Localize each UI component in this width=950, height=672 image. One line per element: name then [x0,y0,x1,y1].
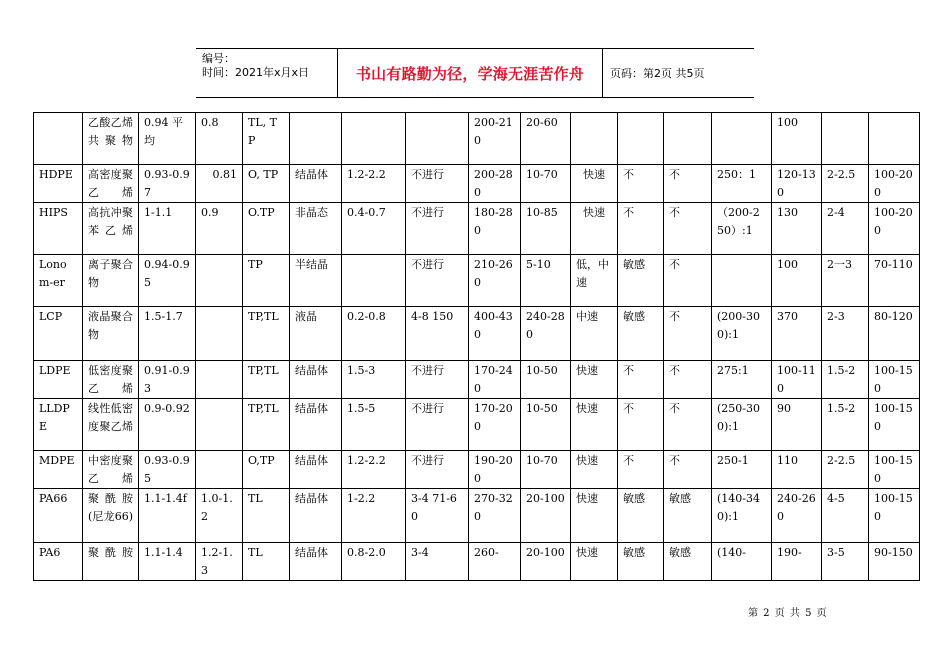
table-row [34,113,920,165]
header-page-code: 页码：第2页 共5页 [610,67,705,80]
table-cell: 0.93-0.97 [139,165,196,203]
table-cell [196,451,243,489]
table-cell: 低密度聚乙烯 [83,361,139,399]
table-cell: 1.5-2 [822,399,869,451]
table-cell: 敏感 [618,543,664,581]
table-cell: 270-320 [469,489,521,543]
table-cell: 100-110 [772,361,822,399]
table-cell: O,TP [243,451,290,489]
table-cell: 70-110 [869,255,920,307]
table-cell: Lonom-er [34,255,83,307]
table-cell: O.TP [243,203,290,255]
header-motto: 书山有路勤为径，学海无涯苦作舟 [355,64,584,83]
table-row [34,307,920,361]
table-cell [196,255,243,307]
table-cell: 不 [664,307,712,361]
table-cell: 0.94-0.95 [139,255,196,307]
table-cell: 250-1 [712,451,772,489]
table-cell: 聚酰胺(尼龙66) [83,489,139,543]
table-cell: 1.5-2 [822,361,869,399]
table-cell: 0.8-2.0 [342,543,406,581]
table-cell: 1.2-2.2 [342,451,406,489]
table-cell: 10-50 [521,361,571,399]
table-cell: 敏感 [618,255,664,307]
table-cell: HDPE [34,165,83,203]
table-cell: 快速 [571,489,618,543]
table-cell: 液晶 [290,307,342,361]
table-cell: 0.4-0.7 [342,203,406,255]
table-cell: 0.2-0.8 [342,307,406,361]
table-cell: 不 [664,451,712,489]
table-cell: 10-70 [521,451,571,489]
table-cell: 5-10 [521,255,571,307]
table-cell: 敏感 [618,307,664,361]
table-cell: LDPE [34,361,83,399]
table-cell: PA6 [34,543,83,581]
table-cell: 260- [469,543,521,581]
table-cell: PA66 [34,489,83,543]
table-cell: 快速 [571,451,618,489]
table-cell: TL [243,489,290,543]
table-cell: 100 [772,255,822,307]
table-cell: 结晶体 [290,543,342,581]
table-cell: 不进行 [406,203,469,255]
table-cell: 不进行 [406,255,469,307]
table-cell: 结晶体 [290,165,342,203]
table-cell: 170-200 [469,399,521,451]
table-cell: 低，中速 [571,255,618,307]
table-cell: TP,TL [243,399,290,451]
table-cell: 20-60 [521,113,571,165]
table-cell: 2-2.5 [822,451,869,489]
table-cell: 90-150 [869,543,920,581]
table-cell: 敏感 [664,489,712,543]
table-cell: 不 [664,255,712,307]
table-cell [34,113,83,165]
table-cell: 结晶体 [290,361,342,399]
table-cell: 0.93-0.95 [139,451,196,489]
table-cell: 100-150 [869,489,920,543]
table-cell: 结晶体 [290,399,342,451]
table-cell: 190-200 [469,451,521,489]
table-cell: LLDPE [34,399,83,451]
table-cell [618,113,664,165]
table-cell [869,113,920,165]
table-cell: 10-70 [521,165,571,203]
table-cell: O, TP [243,165,290,203]
document-header [196,48,754,98]
table-cell: (140-340):1 [712,489,772,543]
table-row [34,543,920,581]
table-cell: 不 [618,451,664,489]
table-cell: (140- [712,543,772,581]
table-cell [342,255,406,307]
table-cell: TP [243,255,290,307]
table-cell [290,113,342,165]
table-cell: 240-260 [772,489,822,543]
table-cell: 线性低密度聚乙烯 [83,399,139,451]
table-cell: 370 [772,307,822,361]
table-cell: 275:1 [712,361,772,399]
table-cell: 1.1-1.4 [139,543,196,581]
table-cell: (200-300):1 [712,307,772,361]
table-cell: 不进行 [406,451,469,489]
table-cell: 非晶态 [290,203,342,255]
table-cell: 液晶聚合物 [83,307,139,361]
table-cell: 100-200 [869,165,920,203]
table-cell: HIPS [34,203,83,255]
table-cell: 180-280 [469,203,521,255]
table-cell: 80-120 [869,307,920,361]
table-cell: TL, TP [243,113,290,165]
table-cell: 20-100 [521,489,571,543]
table-cell: 100-200 [869,203,920,255]
table-cell: 240-280 [521,307,571,361]
table-cell: 4-8 150 [406,307,469,361]
table-cell [342,113,406,165]
table-row [34,361,920,399]
table-cell: 190- [772,543,822,581]
table-cell: 3-4 [406,543,469,581]
table-cell: 400-430 [469,307,521,361]
table-cell: 中速 [571,307,618,361]
table-cell: 90 [772,399,822,451]
table-cell: 1.2-2.2 [342,165,406,203]
table-cell: 快速 [571,543,618,581]
table-cell: MDPE [34,451,83,489]
table-cell: 130 [772,203,822,255]
table-cell: 不 [618,165,664,203]
table-cell: LCP [34,307,83,361]
table-cell: 结晶体 [290,451,342,489]
table-cell: 快速 [571,203,618,255]
table-cell: 不 [664,203,712,255]
table-cell: 1.2-1.3 [196,543,243,581]
header-info-cell [196,49,336,97]
table-cell: 1.5-1.7 [139,307,196,361]
table-cell: 不 [618,203,664,255]
table-row [34,255,920,307]
materials-table [33,112,920,581]
table-cell: 1.5-3 [342,361,406,399]
table-cell: TL [243,543,290,581]
table-cell: 20-100 [521,543,571,581]
table-cell: 聚酰胺 [83,543,139,581]
table-cell: TP,TL [243,307,290,361]
table-cell [406,113,469,165]
table-cell: 210-260 [469,255,521,307]
table-cell: （200-250）:1 [712,203,772,255]
table-cell: 快速 [571,399,618,451]
table-cell: 半结晶 [290,255,342,307]
table-cell: 2-2.5 [822,165,869,203]
table-cell: 1.5-5 [342,399,406,451]
table-cell: 10-50 [521,399,571,451]
table-cell: 200-280 [469,165,521,203]
table-cell: 不进行 [406,361,469,399]
date-label: 时间：2021年x月x日 [202,66,310,79]
table-cell: 离子聚合物 [83,255,139,307]
table-cell: 不 [618,361,664,399]
table-cell [822,113,869,165]
table-cell [712,113,772,165]
table-row [34,489,920,543]
table-cell [196,307,243,361]
table-cell: 不进行 [406,399,469,451]
table-cell: 100-150 [869,361,920,399]
table-cell [196,399,243,451]
table-cell [664,113,712,165]
table-cell [712,255,772,307]
table-row [34,203,920,255]
number-label: 编号： [202,52,235,65]
table-cell: TP,TL [243,361,290,399]
table-cell: 1-1.1 [139,203,196,255]
table-row [34,451,920,489]
table-row [34,399,920,451]
table-cell: 不 [664,361,712,399]
table-cell: 2-3 [822,307,869,361]
table-cell: 170-240 [469,361,521,399]
table-cell: 快速 [571,165,618,203]
table-cell: 1-2.2 [342,489,406,543]
table-cell: 250：1 [712,165,772,203]
table-cell: 0.9 [196,203,243,255]
table-cell: 2一3 [822,255,869,307]
table-cell: 100-150 [869,451,920,489]
table-cell: 不进行 [406,165,469,203]
table-cell: (250-300):1 [712,399,772,451]
table-cell: 0.81 [196,165,243,203]
table-cell: 不 [664,165,712,203]
table-cell: 0.91-0.93 [139,361,196,399]
table-cell [196,361,243,399]
table-cell: 高密度聚乙烯 [83,165,139,203]
table-cell: 200-210 [469,113,521,165]
table-cell: 110 [772,451,822,489]
table-cell: 3-4 71-60 [406,489,469,543]
table-row [34,165,920,203]
table-cell: 0.9-0.92 [139,399,196,451]
table-cell: 中密度聚乙烯 [83,451,139,489]
table-cell: 不 [664,399,712,451]
table-cell: 1.0-1.2 [196,489,243,543]
page-footer: 第 2 页 共 5 页 [748,608,828,619]
table-cell: 10-85 [521,203,571,255]
table-cell: 3-5 [822,543,869,581]
table-cell: 敏感 [618,489,664,543]
table-cell: 快速 [571,361,618,399]
table-cell: 0.94 平均 [139,113,196,165]
table-cell: 4-5 [822,489,869,543]
table-cell: 2-4 [822,203,869,255]
table-cell: 1.1-1.4f [139,489,196,543]
table-cell: 乙酸乙烯共聚物 [83,113,139,165]
table-cell: 0.8 [196,113,243,165]
table-cell: 120-130 [772,165,822,203]
table-cell [571,113,618,165]
table-cell: 敏感 [664,543,712,581]
table-cell: 100-150 [869,399,920,451]
table-cell: 不 [618,399,664,451]
table-cell: 100 [772,113,822,165]
table-cell: 高抗冲聚苯乙烯 [83,203,139,255]
table-cell: 结晶体 [290,489,342,543]
